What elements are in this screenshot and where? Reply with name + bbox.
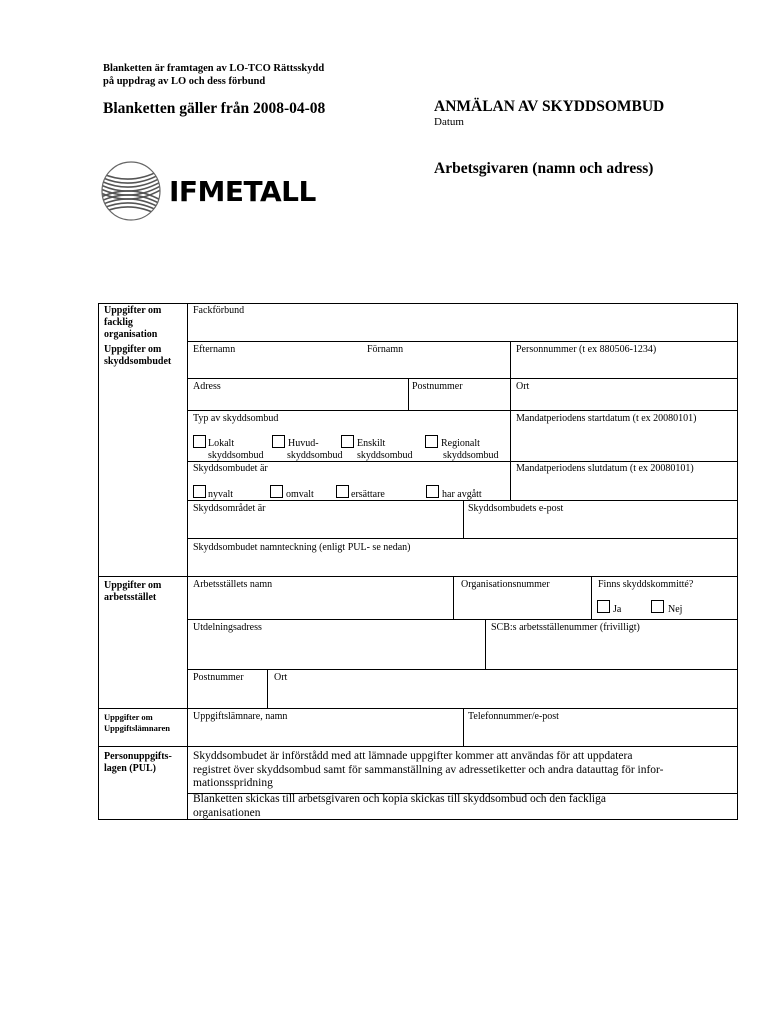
pul-line-5: organisationen xyxy=(193,806,261,819)
section-pul-l2: lagen (PUL) xyxy=(104,763,156,774)
date-label: Datum xyxy=(434,116,464,128)
field-surname[interactable]: Efternamn xyxy=(193,344,236,355)
checkbox-ersattare[interactable] xyxy=(336,485,349,498)
field-ombud-status: Skyddsombudet är xyxy=(193,463,268,474)
field-signature[interactable]: Skyddsombudet namnteckning (enligt PUL- se nedan) xyxy=(193,542,411,553)
field-personnummer[interactable]: Personnummer (t ex 880506-1234) xyxy=(516,344,657,355)
section-pul xyxy=(104,751,172,775)
pul-line-2: registret över skyddsombud samt för sammanställning av adressetiketter och andra datauttag för infor- xyxy=(193,763,664,776)
ifmetall-logo-icon xyxy=(100,160,162,222)
section-workplace xyxy=(104,580,161,604)
checkbox-nej[interactable] xyxy=(651,600,664,613)
option-omvalt: omvalt xyxy=(286,489,314,500)
valid-from: Blanketten gäller från 2008-04-08 xyxy=(103,100,326,117)
field-orgnr[interactable]: Organisationsnummer xyxy=(461,579,550,590)
section-union-l3: organisation xyxy=(104,329,158,340)
field-workplace-name[interactable]: Arbetsställets namn xyxy=(193,579,273,590)
option-har-avgatt: har avgått xyxy=(442,489,482,500)
section-union xyxy=(104,305,161,341)
section-ombud-l2: skyddsombudet xyxy=(104,356,172,367)
pul-line-4: Blanketten skickas till arbetsgivaren och kopia skickas till skyddsombud och den fackliga xyxy=(193,793,606,805)
pul-consent-text xyxy=(193,750,664,791)
option-huvud-l1: Huvud- xyxy=(288,438,319,449)
checkbox-nyvalt[interactable] xyxy=(193,485,206,498)
intro-line-2: på uppdrag av LO och dess förbund xyxy=(103,76,266,87)
field-address[interactable]: Adress xyxy=(193,381,221,392)
option-lokalt-l2: skyddsombud xyxy=(208,450,264,461)
section-ombud-l1: Uppgifter om xyxy=(104,344,162,355)
intro-text xyxy=(103,62,324,88)
option-lokalt-l1: Lokalt xyxy=(208,438,235,449)
field-delivery-address[interactable]: Utdelningsadress xyxy=(193,622,262,633)
option-ersattare: ersättare xyxy=(351,489,385,500)
option-enskilt-l2: skyddsombud xyxy=(357,450,413,461)
option-enskilt-l1: Enskilt xyxy=(357,438,386,449)
field-city-2[interactable]: Ort xyxy=(274,672,288,683)
intro-line-1: Blanketten är framtagen av LO-TCO Rättsskydd xyxy=(103,63,325,74)
form-title: ANMÄLAN AV SKYDDSOMBUD xyxy=(434,98,665,115)
option-regionalt-l2: skyddsombud xyxy=(443,450,499,461)
section-giver xyxy=(104,712,170,733)
section-pul-l1: Personuppgifts- xyxy=(104,751,172,762)
pul-distribution-text xyxy=(193,793,606,820)
checkbox-enskilt[interactable] xyxy=(341,435,354,448)
field-end-date[interactable]: Mandatperiodens slutdatum (t ex 20080101) xyxy=(516,463,694,474)
field-area[interactable]: Skyddsområdet är xyxy=(193,503,266,514)
field-email[interactable]: Skyddsombudets e-post xyxy=(468,503,564,514)
field-committee: Finns skyddskommitté? xyxy=(598,579,694,590)
option-lokalt-label xyxy=(208,438,234,450)
option-ja: Ja xyxy=(613,604,622,615)
checkbox-lokalt[interactable] xyxy=(193,435,206,448)
section-ombud xyxy=(104,344,171,368)
section-workplace-l1: Uppgifter om xyxy=(104,580,162,591)
pul-line-1: Skyddsombudet är införstådd med att lämnade uppgifter kommer att användas för att uppdatera xyxy=(193,750,633,762)
checkbox-ja[interactable] xyxy=(597,600,610,613)
field-start-date[interactable]: Mandatperiodens startdatum (t ex 20080101) xyxy=(516,413,697,424)
employer-label: Arbetsgivaren (namn och adress) xyxy=(434,160,654,177)
option-huvud-l2: skyddsombud xyxy=(287,450,343,461)
checkbox-omvalt[interactable] xyxy=(270,485,283,498)
field-scb[interactable]: SCB:s arbetsställenummer (frivilligt) xyxy=(491,622,640,633)
section-giver-l2: Uppgiftslämnaren xyxy=(104,722,170,733)
section-union-l1: Uppgifter om xyxy=(104,305,162,316)
field-firstname[interactable]: Förnamn xyxy=(367,344,404,355)
checkbox-har-avgatt[interactable] xyxy=(426,485,439,498)
field-ombud-type: Typ av skyddsombud xyxy=(193,413,279,424)
field-phone-email[interactable]: Telefonnummer/e-post xyxy=(468,711,559,722)
field-postnummer[interactable]: Postnummer xyxy=(412,381,463,392)
ifmetall-logo-text: IFMETALL xyxy=(169,175,316,208)
checkbox-huvud[interactable] xyxy=(272,435,285,448)
field-city[interactable]: Ort xyxy=(516,381,530,392)
pul-line-3: mationsspridning xyxy=(193,777,273,789)
field-giver-name[interactable]: Uppgiftslämnare, namn xyxy=(193,711,288,722)
field-union[interactable]: Fackförbund xyxy=(193,305,245,316)
option-nyvalt: nyvalt xyxy=(208,489,233,500)
option-regionalt-l1: Regionalt xyxy=(441,438,480,449)
option-nej: Nej xyxy=(668,604,683,615)
checkbox-regionalt[interactable] xyxy=(425,435,438,448)
section-giver-l1: Uppgifter om xyxy=(104,712,153,722)
section-union-l2: facklig xyxy=(104,317,133,328)
section-workplace-l2: arbetsstället xyxy=(104,592,157,603)
field-postnummer-2[interactable]: Postnummer xyxy=(193,672,244,683)
